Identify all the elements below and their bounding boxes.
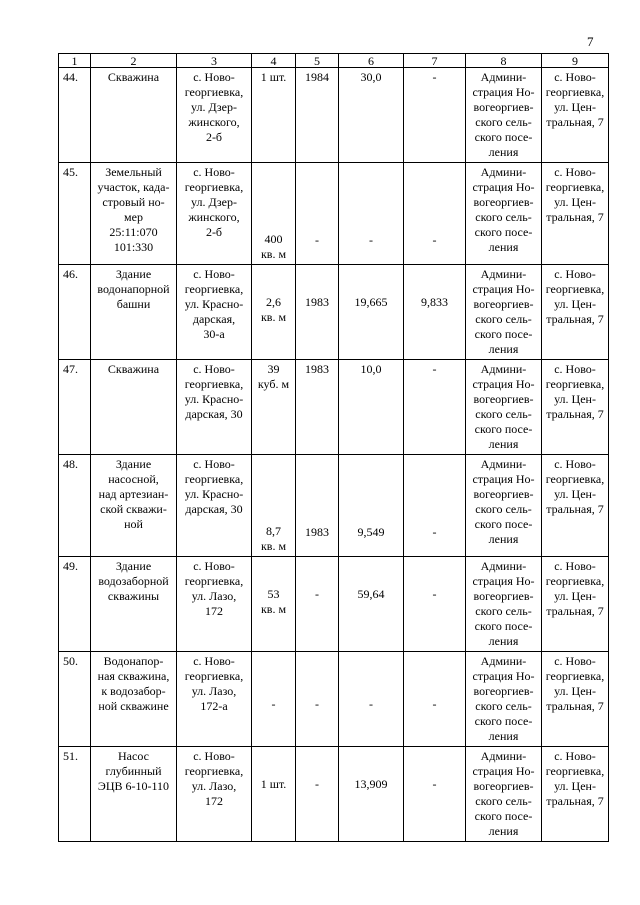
row-number: 47.: [59, 360, 91, 455]
object-address: с. Ново- георгиевка, ул. Лазо, 172-а: [177, 652, 252, 747]
object-quantity: 2,6 кв. м: [252, 265, 296, 360]
object-year: -: [296, 557, 339, 652]
row-number: 51.: [59, 747, 91, 842]
object-value: -: [339, 163, 404, 265]
object-col7: -: [404, 557, 466, 652]
object-name: Скважина: [91, 360, 177, 455]
header-cell: 6: [339, 54, 404, 68]
holder-address: с. Ново- георгиевка, ул. Цен- тральная, 7: [542, 557, 609, 652]
row-number: 46.: [59, 265, 91, 360]
object-address: с. Ново- георгиевка, ул. Красно- дарская, 30: [177, 360, 252, 455]
object-quantity: 1 шт.: [252, 747, 296, 842]
object-name: Насос глубинный ЭЦВ 6-10-110: [91, 747, 177, 842]
object-col7: -: [404, 652, 466, 747]
row-number: 45.: [59, 163, 91, 265]
holder-address: с. Ново- георгиевка, ул. Цен- тральная, 7: [542, 68, 609, 163]
holder-name: Админи- страция Но- вогеоргиев- ского сель- ского посе- ления: [466, 163, 542, 265]
object-col7: 9,833: [404, 265, 466, 360]
object-address: с. Ново- георгиевка, ул. Красно- дарская, 30-а: [177, 265, 252, 360]
object-address: с. Ново- георгиевка, ул. Лазо, 172: [177, 557, 252, 652]
object-name: Водонапор- ная скважина, к водозабор- ной скважине: [91, 652, 177, 747]
holder-name: Админи- страция Но- вогеоргиев- ского сель- ского посе- ления: [466, 557, 542, 652]
holder-name: Админи- страция Но- вогеоргиев- ского сель- ского посе- ления: [466, 68, 542, 163]
object-quantity: -: [252, 652, 296, 747]
object-quantity: 53 кв. м: [252, 557, 296, 652]
object-value: 30,0: [339, 68, 404, 163]
object-col7: -: [404, 360, 466, 455]
table-row: [59, 747, 609, 842]
table-row: [59, 652, 609, 747]
object-quantity: 8,7 кв. м: [252, 455, 296, 557]
object-name: Земельный участок, када- стровый но- мер 25:11:070 101:330: [91, 163, 177, 265]
object-value: 10,0: [339, 360, 404, 455]
header-row: [59, 54, 609, 68]
table-row: [59, 557, 609, 652]
holder-name: Админи- страция Но- вогеоргиев- ского сель- ского посе- ления: [466, 360, 542, 455]
holder-name: Админи- страция Но- вогеоргиев- ского сель- ского посе- ления: [466, 747, 542, 842]
header-cell: 8: [466, 54, 542, 68]
holder-address: с. Ново- георгиевка, ул. Цен- тральная, 7: [542, 747, 609, 842]
object-quantity: 1 шт.: [252, 68, 296, 163]
object-quantity: 39 куб. м: [252, 360, 296, 455]
holder-name: Админи- страция Но- вогеоргиев- ского сель- ского посе- ления: [466, 265, 542, 360]
header-cell: 1: [59, 54, 91, 68]
row-number: 49.: [59, 557, 91, 652]
object-name: Здание водонапорной башни: [91, 265, 177, 360]
holder-address: с. Ново- георгиевка, ул. Цен- тральная, 7: [542, 652, 609, 747]
object-year: -: [296, 163, 339, 265]
holder-address: с. Ново- георгиевка, ул. Цен- тральная, 7: [542, 360, 609, 455]
header-cell: 5: [296, 54, 339, 68]
object-col7: -: [404, 455, 466, 557]
object-value: 13,909: [339, 747, 404, 842]
object-value: -: [339, 652, 404, 747]
table-row: [59, 360, 609, 455]
object-value: 59,64: [339, 557, 404, 652]
table-row: [59, 68, 609, 163]
object-year: 1984: [296, 68, 339, 163]
header-cell: 4: [252, 54, 296, 68]
object-address: с. Ново- георгиевка, ул. Лазо, 172: [177, 747, 252, 842]
object-address: с. Ново- георгиевка, ул. Дзер- жинского, 2-б: [177, 163, 252, 265]
holder-name: Админи- страция Но- вогеоргиев- ского сель- ского посе- ления: [466, 455, 542, 557]
object-year: 1983: [296, 265, 339, 360]
table-row: [59, 455, 609, 557]
object-value: 19,665: [339, 265, 404, 360]
object-address: с. Ново- георгиевка, ул. Дзер- жинского, 2-б: [177, 68, 252, 163]
table-row: [59, 265, 609, 360]
header-cell: 2: [91, 54, 177, 68]
object-year: 1983: [296, 455, 339, 557]
table-row: [59, 163, 609, 265]
object-col7: -: [404, 163, 466, 265]
page-number: 7: [587, 34, 594, 49]
object-col7: -: [404, 747, 466, 842]
object-col7: -: [404, 68, 466, 163]
header-cell: 3: [177, 54, 252, 68]
object-year: -: [296, 652, 339, 747]
header-cell: 9: [542, 54, 609, 68]
object-year: 1983: [296, 360, 339, 455]
object-value: 9,549: [339, 455, 404, 557]
row-number: 48.: [59, 455, 91, 557]
object-name: Здание водозаборной скважины: [91, 557, 177, 652]
row-number: 50.: [59, 652, 91, 747]
holder-address: с. Ново- георгиевка, ул. Цен- тральная, 7: [542, 265, 609, 360]
row-number: 44.: [59, 68, 91, 163]
object-quantity: 400 кв. м: [252, 163, 296, 265]
holder-address: с. Ново- георгиевка, ул. Цен- тральная, 7: [542, 163, 609, 265]
property-table: [58, 53, 609, 842]
object-address: с. Ново- георгиевка, ул. Красно- дарская, 30: [177, 455, 252, 557]
object-year: -: [296, 747, 339, 842]
object-name: Здание насосной, над артезиан- ской скважи- ной: [91, 455, 177, 557]
holder-name: Админи- страция Но- вогеоргиев- ского сель- ского посе- ления: [466, 652, 542, 747]
header-cell: 7: [404, 54, 466, 68]
holder-address: с. Ново- георгиевка, ул. Цен- тральная, 7: [542, 455, 609, 557]
object-name: Скважина: [91, 68, 177, 163]
